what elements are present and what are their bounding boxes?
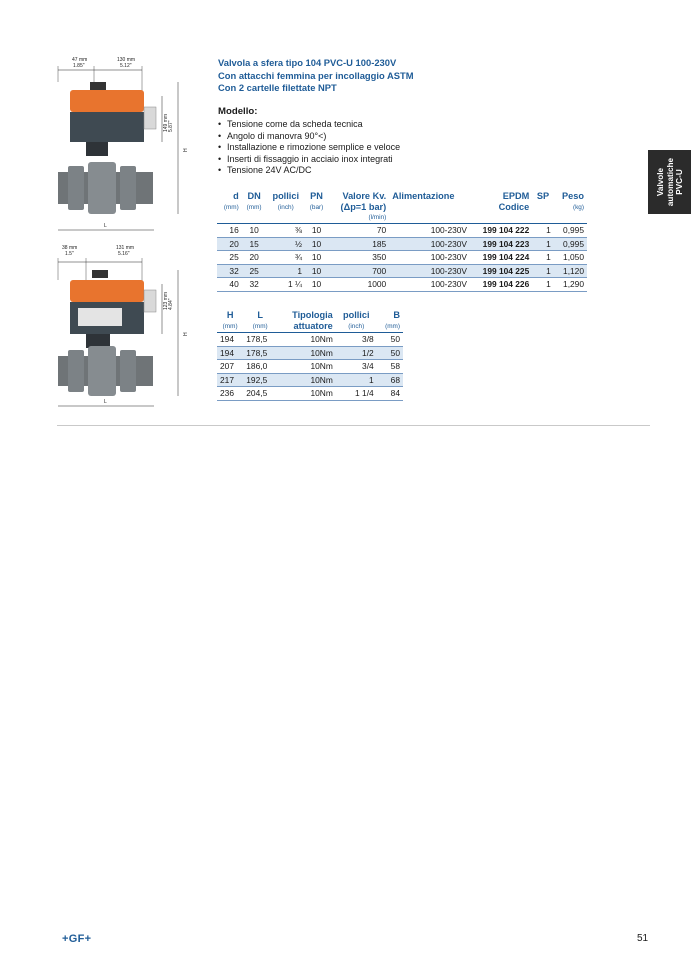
- cell-pn: 10: [305, 278, 328, 292]
- cell-inch: 1: [336, 373, 377, 387]
- col-header: L: [257, 310, 264, 320]
- unit-label: (mm): [246, 203, 262, 211]
- table-row: [217, 333, 403, 347]
- model-heading: Modello:: [218, 106, 258, 117]
- dim-vert-label-2: 123 mm: [163, 291, 169, 310]
- cell-pn: 10: [305, 237, 328, 251]
- col-header: EPDM: [502, 191, 530, 201]
- cell-h: 207: [217, 360, 243, 374]
- unit-label: (l/min): [368, 214, 387, 221]
- unit-label: (mm): [385, 322, 400, 330]
- table-header-row: [217, 191, 587, 202]
- unit-label: (bar): [309, 203, 324, 211]
- col-header: Tipologia: [292, 310, 333, 320]
- cell-h: 194: [217, 333, 243, 347]
- product-title: [218, 57, 548, 95]
- cell-d: 40: [217, 278, 242, 292]
- cell-inch: 3/8: [336, 333, 377, 347]
- cell-kv: 70: [328, 224, 389, 238]
- cell-d: 25: [217, 251, 242, 265]
- side-tab-line-2: automatiche: [664, 157, 674, 207]
- cell-inch: 1 1/4: [336, 387, 377, 401]
- table-header-row-2: [217, 202, 587, 213]
- cell-actuator: 10Nm: [277, 373, 336, 387]
- cell-power: 100-230V: [389, 237, 470, 251]
- cell-inch: 3/4: [336, 360, 377, 374]
- cell-d: 16: [217, 224, 242, 238]
- specs-table: [217, 191, 587, 292]
- feature-item: • Tensione 24V AC/DC: [218, 165, 400, 177]
- cell-weight: 1,120: [554, 264, 587, 278]
- col-header: B: [393, 310, 400, 320]
- dim-h-label-2: H: [183, 332, 189, 336]
- table-row: [217, 278, 587, 292]
- col-header: Alimentazione: [392, 191, 455, 201]
- table-row: [217, 224, 587, 238]
- cell-code: 199 104 222: [470, 224, 532, 238]
- section-divider: [57, 425, 650, 426]
- cell-power: 100-230V: [389, 264, 470, 278]
- cell-weight: 1,050: [554, 251, 587, 265]
- cell-dn: 10: [242, 224, 267, 238]
- cell-b: 68: [377, 373, 403, 387]
- cell-l: 204,5: [243, 387, 277, 401]
- unit-label: (inch): [348, 322, 365, 330]
- cell-l: 178,5: [243, 333, 277, 347]
- cell-inch: 1/2: [336, 346, 377, 360]
- dim-l-label-2: L: [104, 399, 107, 405]
- dim-right-label: 130 mm: [117, 57, 136, 63]
- cell-code: 199 104 226: [470, 278, 532, 292]
- cell-l: 186,0: [243, 360, 277, 374]
- table-row: [217, 373, 403, 387]
- dim-right-label-2: 131 mm: [116, 245, 135, 251]
- cell-actuator: 10Nm: [277, 360, 336, 374]
- cell-inch: ½: [266, 237, 305, 251]
- cell-kv: 1000: [328, 278, 389, 292]
- dim-right-inch-2: 5.16": [118, 251, 130, 257]
- dim-vert-inch-2: 4.84": [168, 298, 174, 310]
- table-row: [217, 387, 403, 401]
- cell-d: 20: [217, 237, 242, 251]
- cell-b: 84: [377, 387, 403, 401]
- unit-label: (mm): [222, 322, 238, 330]
- col-header-line2: Codice: [498, 202, 530, 212]
- col-header-line2: attuatore: [293, 321, 333, 331]
- table-row: [217, 251, 587, 265]
- cell-weight: 0,995: [554, 237, 587, 251]
- cell-pn: 10: [305, 224, 328, 238]
- dim-left-inch-2: 1.5": [65, 251, 74, 257]
- page-number: 51: [637, 933, 649, 944]
- cell-dn: 20: [242, 251, 267, 265]
- cell-l: 192,5: [243, 373, 277, 387]
- col-header-line2: (Δp=1 bar): [340, 202, 387, 212]
- col-header: SP: [536, 191, 550, 201]
- table-header-row: [217, 310, 403, 321]
- cell-pn: 10: [305, 264, 328, 278]
- unit-label: (kg): [572, 203, 584, 211]
- dim-vert-label: 149 mm: [163, 113, 169, 132]
- cell-power: 100-230V: [389, 278, 470, 292]
- table-row: [217, 237, 587, 251]
- col-header: PN: [310, 191, 323, 201]
- cell-code: 199 104 224: [470, 251, 532, 265]
- dim-l-label: L: [104, 223, 107, 229]
- cell-power: 100-230V: [389, 251, 470, 265]
- title-line-2: Con attacchi femmina per incollaggio ASTM: [218, 69, 414, 81]
- cell-weight: 0,995: [554, 224, 587, 238]
- cell-pn: 10: [305, 251, 328, 265]
- dim-right-inch: 5.12": [120, 63, 132, 69]
- cell-sp: 1: [532, 264, 554, 278]
- side-tab-line-1: Valvole: [655, 167, 665, 197]
- cell-inch: ⅜: [266, 224, 305, 238]
- dim-vert-inch: 5.87": [168, 120, 174, 132]
- feature-item: • Installazione e rimozione semplice e veloce: [218, 142, 400, 154]
- side-tab-label: [655, 158, 684, 206]
- cell-h: 217: [217, 373, 243, 387]
- title-line-1: Valvola a sfera tipo 104 PVC-U 100-230V: [218, 57, 397, 68]
- table-row: [217, 264, 587, 278]
- side-tab-line-3: PVC-U: [674, 169, 684, 195]
- unit-label: (mm): [223, 203, 239, 211]
- cell-inch: ¾: [266, 251, 305, 265]
- cell-kv: 185: [328, 237, 389, 251]
- cell-inch: 1 ¼: [266, 278, 305, 292]
- dim-left-inch: 1.85": [73, 63, 85, 69]
- cell-b: 50: [377, 333, 403, 347]
- unit-label: (inch): [277, 203, 294, 211]
- cell-sp: 1: [532, 278, 554, 292]
- cell-sp: 1: [532, 237, 554, 251]
- cell-d: 32: [217, 264, 242, 278]
- table-header-row-2: [217, 321, 403, 332]
- unit-label: (mm): [252, 322, 268, 330]
- cell-l: 178,5: [243, 346, 277, 360]
- cell-sp: 1: [532, 251, 554, 265]
- cell-actuator: 10Nm: [277, 346, 336, 360]
- cell-dn: 15: [242, 237, 267, 251]
- cell-kv: 700: [328, 264, 389, 278]
- cell-dn: 32: [242, 278, 267, 292]
- col-header: Valore Kv.: [342, 191, 387, 201]
- cell-code: 199 104 223: [470, 237, 532, 251]
- cell-inch: 1: [266, 264, 305, 278]
- dim-left-label: 47 mm: [72, 57, 88, 63]
- valve-drawing-2: [50, 240, 200, 412]
- cell-actuator: 10Nm: [277, 333, 336, 347]
- col-header: pollici: [272, 191, 299, 201]
- cell-h: 236: [217, 387, 243, 401]
- gf-logo: +GF+: [62, 933, 92, 945]
- dim-left-label-2: 38 mm: [62, 245, 78, 251]
- valve-drawing-1: [50, 52, 200, 232]
- cell-actuator: 10Nm: [277, 387, 336, 401]
- col-header: pollici: [342, 310, 370, 320]
- col-header: Peso: [562, 191, 584, 201]
- title-line-3: Con 2 cartelle filettate NPT: [218, 82, 337, 93]
- feature-item: • Tensione come da scheda tecnica: [218, 119, 400, 131]
- cell-h: 194: [217, 346, 243, 360]
- col-header: H: [226, 310, 234, 320]
- cell-dn: 25: [242, 264, 267, 278]
- cell-power: 100-230V: [389, 224, 470, 238]
- dimensions-table: [217, 310, 403, 401]
- table-row: [217, 346, 403, 360]
- feature-item: • Angolo di manovra 90°<): [218, 131, 400, 143]
- feature-item: • Inserti di fissaggio in acciaio inox integrati: [218, 154, 400, 166]
- cell-sp: 1: [532, 224, 554, 238]
- section-side-tab: [648, 150, 691, 214]
- cell-kv: 350: [328, 251, 389, 265]
- col-header: DN: [247, 191, 261, 201]
- feature-list: [218, 119, 400, 177]
- cell-code: 199 104 225: [470, 264, 532, 278]
- dim-h-label: H: [183, 148, 189, 152]
- table-row: [217, 360, 403, 374]
- cell-weight: 1,290: [554, 278, 587, 292]
- col-header: d: [233, 191, 239, 201]
- cell-b: 58: [377, 360, 403, 374]
- cell-b: 50: [377, 346, 403, 360]
